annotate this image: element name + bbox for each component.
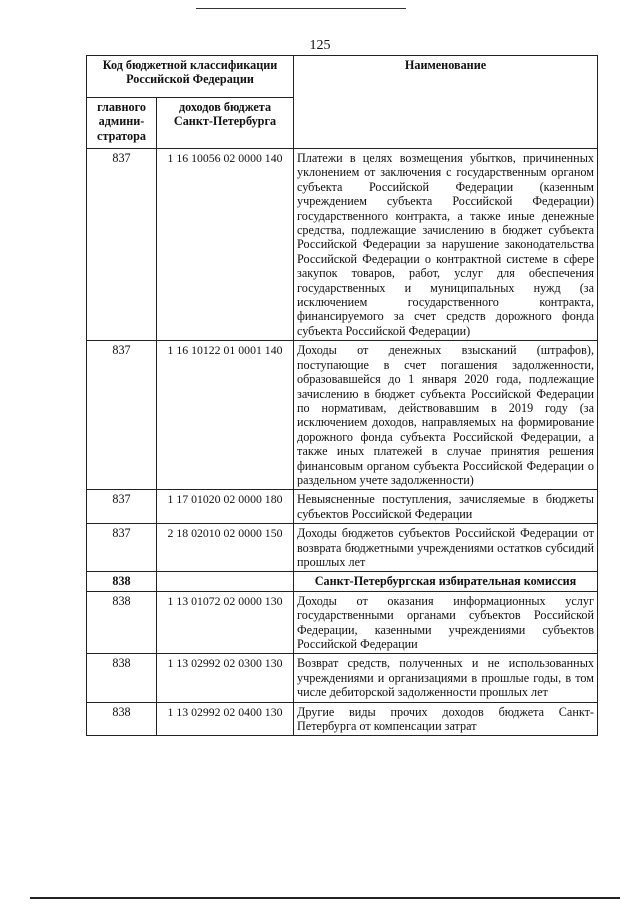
cell-code: 1 16 10056 02 0000 140 bbox=[157, 149, 294, 341]
cell-admin: 837 bbox=[87, 524, 157, 572]
cell-code: 2 18 02010 02 0000 150 bbox=[157, 524, 294, 572]
cell-name: Платежи в целях возмещения убытков, причиненных уклонением от заключения с государственным органом субъекта Российской Федерации (казенным учреждением субъекта Российской Федерации) государственного контракта, а также иные денежные средства, подлежащие зачислению в бюджет субъекта Российской Федерации за нарушение законодательства Российской Федерации о контрактной системе в сфере закупок товаров, работ, услуг для обеспечения государственных и муниципальных нужд (за исключением государственного контракта, финансируемого за счет средств дорожного фонда субъекта Российской Федерации) bbox=[294, 149, 598, 341]
cell-org-name: Санкт-Петербургская избирательная комиссия bbox=[294, 572, 598, 591]
table-row bbox=[87, 524, 598, 572]
cell-name: Невыясненные поступления, зачисляемые в бюджеты субъектов Российской Федерации bbox=[294, 490, 598, 524]
header-name: Наименование bbox=[294, 56, 598, 149]
table-row bbox=[87, 149, 598, 341]
header-row-top bbox=[87, 56, 598, 98]
header-income: доходов бюджета Санкт-Петербурга bbox=[157, 98, 294, 149]
cell-code: 1 13 02992 02 0300 130 bbox=[157, 654, 294, 702]
cell-code: 1 13 01072 02 0000 130 bbox=[157, 591, 294, 654]
header-admin: главного админи-стратора bbox=[87, 98, 157, 149]
cell-name: Доходы бюджетов субъектов Российской Федерации от возврата бюджетными учреждениями остатков субсидий прошлых лет bbox=[294, 524, 598, 572]
cell-code: 1 13 02992 02 0400 130 bbox=[157, 702, 294, 736]
cell-admin: 838 bbox=[87, 654, 157, 702]
cell-admin: 837 bbox=[87, 149, 157, 341]
cell-code: 1 16 10122 01 0001 140 bbox=[157, 341, 294, 490]
org-row bbox=[87, 572, 598, 591]
cell-admin: 838 bbox=[87, 591, 157, 654]
cell-name: Доходы от денежных взысканий (штрафов), поступающие в счет погашения задолженности, образовавшейся до 1 января 2020 года, подлежащие зачислению в бюджет субъекта Российской Федерации по нормативам, действовавшим в 2019 году (за исключением доходов, направляемых на формирование дорожного фонда субъекта Российской Федерации, а также иных платежей в случае принятия решения финансовым органом субъекта Российской Федерации о раздельном учете задолженности) bbox=[294, 341, 598, 490]
table-row bbox=[87, 591, 598, 654]
table-row bbox=[87, 702, 598, 736]
header-budget-code-group: Код бюджетной классификации Российской Федерации bbox=[87, 56, 294, 98]
cell-code: 1 17 01020 02 0000 180 bbox=[157, 490, 294, 524]
table-row bbox=[87, 490, 598, 524]
bottom-rule bbox=[30, 897, 620, 899]
table-row bbox=[87, 654, 598, 702]
table-row bbox=[87, 341, 598, 490]
cell-admin: 838 bbox=[87, 572, 157, 591]
cell-code bbox=[157, 572, 294, 591]
cell-admin: 837 bbox=[87, 490, 157, 524]
cell-name: Доходы от оказания информационных услуг государственными органами субъектов Российской Федерации, казенными учреждениями субъектов Российской Федерации bbox=[294, 591, 598, 654]
cell-admin: 838 bbox=[87, 702, 157, 736]
budget-classification-table bbox=[86, 55, 598, 736]
page-number: 125 bbox=[309, 38, 331, 53]
top-rule bbox=[196, 8, 406, 9]
cell-admin: 837 bbox=[87, 341, 157, 490]
cell-name: Возврат средств, полученных и не использованных учреждениями и организациями в прошлые годы, в том числе дебиторской задолженности прошлых лет bbox=[294, 654, 598, 702]
cell-name: Другие виды прочих доходов бюджета Санкт-Петербурга от компенсации затрат bbox=[294, 702, 598, 736]
